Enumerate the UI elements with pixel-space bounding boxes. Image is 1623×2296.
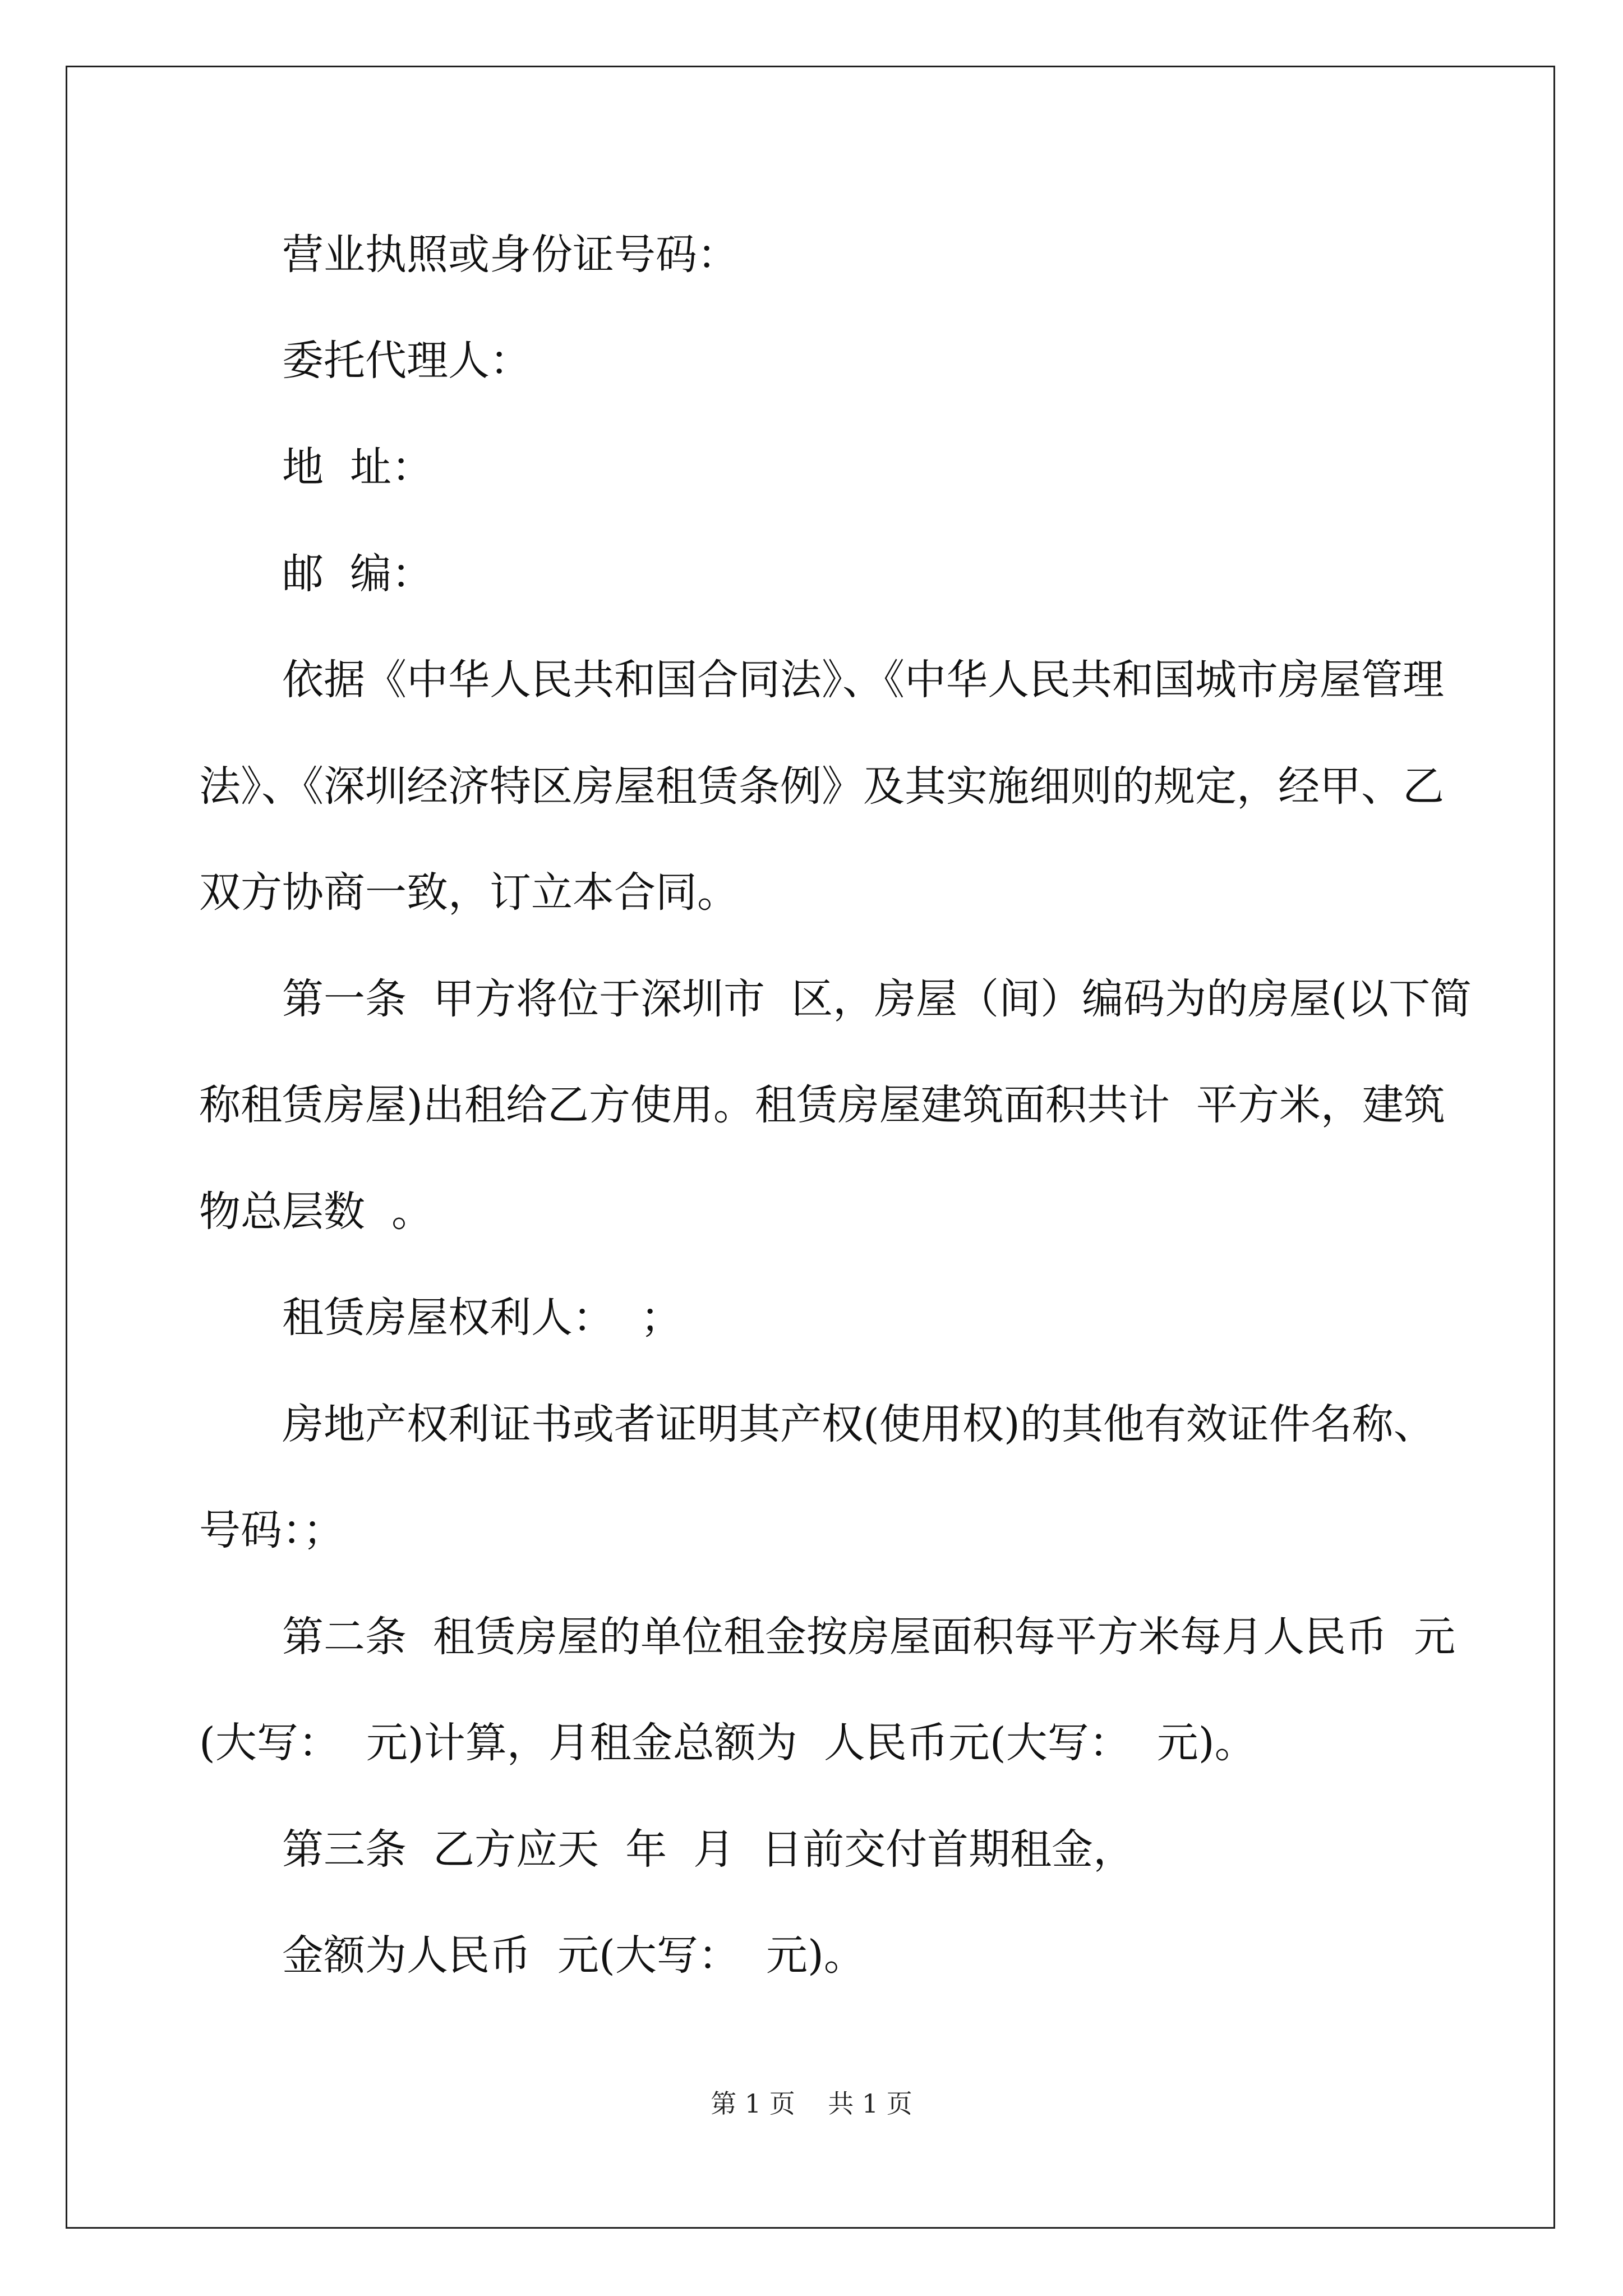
- text-line: 双方协商一致，订立本合同。: [199, 868, 739, 917]
- text-line: 依据《中华人民共和国合同法》、《中华人民共和国城市房屋管理: [282, 656, 1444, 704]
- text-line: 第二条 租赁房屋的单位租金按房屋面积每平方米每月人民币 元: [282, 1613, 1456, 1661]
- text-line: 第三条 乙方应天 年 月 日前交付首期租金，: [282, 1825, 1135, 1874]
- text-line: 号码：；: [199, 1506, 344, 1554]
- text-line: 营业执照或身份证号码：: [282, 231, 739, 279]
- text-line: 金额为人民币 元(大写： 元)。: [282, 1931, 865, 1980]
- text-line: 地 址：: [282, 443, 434, 491]
- text-line: 称租赁房屋)出租给乙方使用。租赁房屋建筑面积共计 平方米，建筑: [199, 1081, 1445, 1129]
- text-line: 租赁房屋权利人： ；: [282, 1294, 683, 1342]
- text-line: 法》、《深圳经济特区房屋租赁条例》及其实施细则的规定，经甲、乙: [199, 762, 1444, 811]
- text-line: 第一条 甲方将位于深圳市 区，房屋（间）编码为的房屋(以下简: [282, 975, 1472, 1023]
- text-line: 物总层数 。: [199, 1188, 434, 1236]
- text-line: 委托代理人：: [282, 337, 531, 385]
- text-line: 邮 编：: [282, 550, 434, 598]
- page-number: 第 1 页 共 1 页: [711, 2088, 912, 2119]
- text-line: (大写： 元)计算，月租金总额为 人民币元(大写： 元)。: [199, 1719, 1256, 1767]
- text-line: 房地产权利证书或者证明其产权(使用权)的其他有效证件名称、: [282, 1400, 1435, 1448]
- page-border: [66, 66, 1555, 2229]
